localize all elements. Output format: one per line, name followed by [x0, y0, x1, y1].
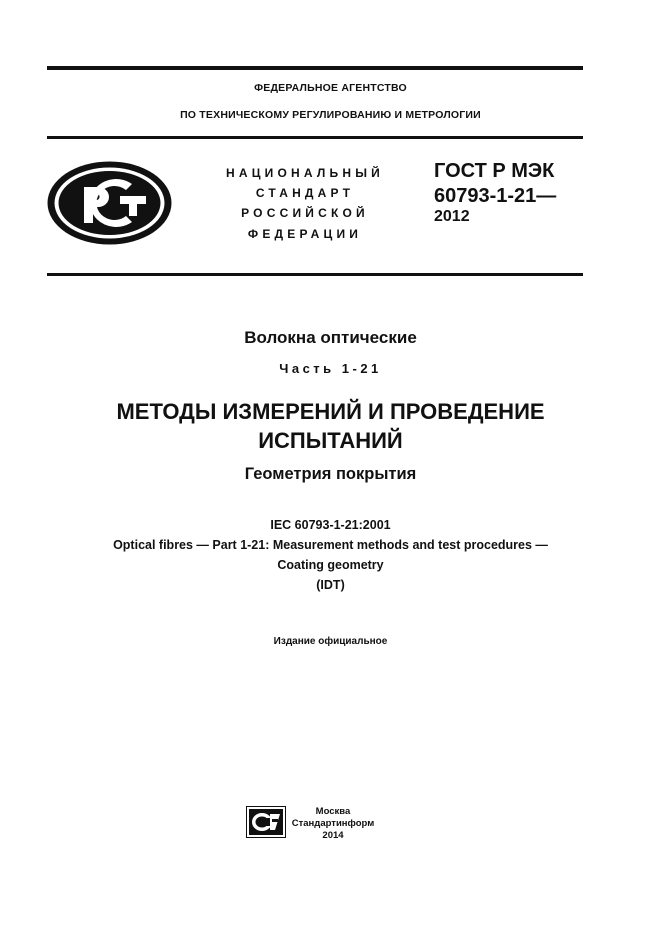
standard-type-line-4: ФЕДЕРАЦИИ — [247, 227, 363, 241]
rst-mark-icon — [46, 160, 173, 246]
publisher-year: 2014 — [322, 830, 344, 841]
designation-line-2: 60793-1-21— — [434, 185, 557, 207]
middle-rule — [47, 273, 583, 276]
document-title: Волокна оптические — [244, 328, 417, 347]
heading-line-2: ИСПЫТАНИЙ — [258, 428, 403, 453]
agency-line-2: ПО ТЕХНИЧЕСКОМУ РЕГУЛИРОВАНИЮ И МЕТРОЛОГИИ — [180, 109, 481, 121]
agency-line-1: ФЕДЕРАЛЬНОЕ АГЕНТСТВО — [254, 82, 407, 94]
standard-type-line-2: СТАНДАРТ — [255, 186, 355, 200]
publisher-name: Стандартинформ — [291, 818, 375, 829]
publisher-city: Москва — [315, 806, 351, 817]
subtitle: Геометрия покрытия — [244, 465, 417, 483]
standartinform-logo-icon — [246, 806, 286, 838]
top-rule — [47, 66, 583, 70]
iec-title-line-1: Optical fibres — Part 1-21: Measurement methods and test procedures — — [113, 538, 548, 552]
designation-line-1: ГОСТ Р МЭК — [434, 160, 555, 182]
standard-type-line-1: НАЦИОНАЛЬНЫЙ — [225, 166, 385, 180]
equivalence: (IDT) — [316, 578, 345, 592]
part-number: Часть 1-21 — [279, 361, 382, 376]
iec-reference: IEC 60793-1-21:2001 — [270, 518, 391, 532]
iec-title-line-2: Coating geometry — [277, 558, 384, 572]
heading-line-1: МЕТОДЫ ИЗМЕРЕНИЙ И ПРОВЕДЕНИЕ — [116, 399, 545, 424]
designation-line-3: 2012 — [434, 208, 470, 225]
standard-type-line-3: РОССИЙСКОЙ — [241, 206, 369, 220]
header-rule — [47, 136, 583, 139]
edition-label: Издание официальное — [273, 636, 388, 647]
